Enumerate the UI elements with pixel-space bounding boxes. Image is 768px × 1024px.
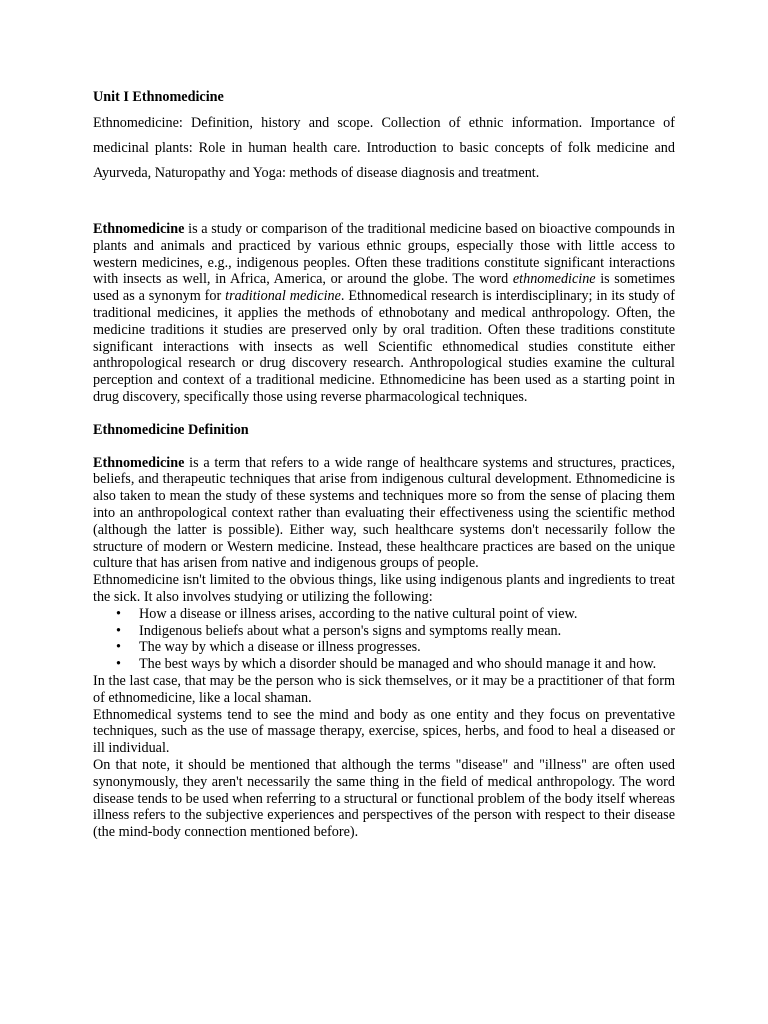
list-item: • The way by which a disease or illness progresses.: [139, 639, 675, 656]
list-item: • The best ways by which a disorder should be managed and who should manage it and how.: [139, 656, 675, 673]
definition-term: Ethnomedicine: [93, 454, 185, 471]
intro-italic-synonym: traditional medicine: [225, 288, 341, 305]
definition-para1-text: is a term that refers to a wide range of healthcare systems and structures, practices, beliefs, and therapeutic techniques that arise from indigenous cultural development. Ethnomedicine is also taken to mean the study of these systems and techniques more so from the sense of placing them into an anthropological context rather than evaluating their effectiveness using the scientific method (although the latter is possible). Either way, such healthcare systems don't necessarily follow the structure of modern or Western medicine. Instead, these healthcare practices are based on the unique culture that has arisen from native and indigenous groups of people.: [93, 454, 675, 572]
definition-paragraph-1: [93, 455, 675, 573]
intro-text-c: . Ethnomedical research is interdisciplinary; in its study of traditional medicines, it applies the methods of ethnobotany and medical anthropology. Often, the medicine traditions it studies are preserved only by oral tradition. Often these traditions constitute significant interactions with insects as well Scientific ethnomedical studies constitute either anthropological research or drug discovery research. Anthropological studies examine the cultural perception and context of a traditional medicine. Ethnomedicine has been used as a starting point in drug discovery, specifically those using reverse pharmacological techniques.: [93, 288, 675, 405]
unit-title: Unit I Ethnomedicine: [93, 89, 224, 105]
definition-bullet-list: [93, 606, 675, 673]
definition-paragraph-2: Ethnomedicine isn't limited to the obvious things, like using indigenous plants and ingredients to treat the sick. It also involves studying or utilizing the following:: [93, 572, 675, 605]
definition-paragraph-5: On that note, it should be mentioned that although the terms "disease" and "illness" are often used synonymously, they aren't necessarily the same thing in the field of medical anthropology. The word disease tends to be used when referring to a structural or functional problem of the body itself whereas illness refers to the subjective experiences and perspectives of the person with respect to their disease (the mind-body connection mentioned before).: [93, 756, 675, 841]
intro-term: Ethnomedicine: [93, 221, 185, 237]
definition-heading: Ethnomedicine Definition: [93, 421, 249, 438]
intro-paragraph: [93, 221, 675, 406]
intro-italic-word: ethnomedicine: [512, 271, 596, 288]
document-page: [93, 86, 675, 841]
unit-syllabus: Ethnomedicine: Definition, history and scope. Collection of ethnic information. Importance of medicinal plants: Role in human health care. Introduction to basic concepts of folk medicine and Ayurveda, Naturopathy and Yoga: methods of disease diagnosis and treatment.: [93, 115, 675, 181]
definition-paragraph-3: In the last case, that may be the person who is sick themselves, or it may be a practitioner of that form of ethnomedicine, like a local shaman.: [93, 672, 675, 706]
definition-paragraph-4: Ethnomedical systems tend to see the mind and body as one entity and they focus on preventative techniques, such as the use of massage therapy, exercise, spices, herbs, and food to heal a diseased or ill individual.: [93, 706, 675, 757]
list-item: • Indigenous beliefs about what a person's signs and symptoms really mean.: [139, 623, 675, 640]
list-item: • How a disease or illness arises, according to the native cultural point of view.: [139, 606, 675, 623]
intro-text-a: is a study or comparison of the traditional medicine based on bioactive compounds in plants and animals and practiced by various ethnic groups, especially those with little access to western medicines, e.g., indigenous peoples. Often these traditions constitute significant interactions with insects as well, in Africa, America, or around the globe. The word: [93, 221, 675, 288]
intro-text-b: is sometimes used as a synonym for: [93, 271, 675, 305]
